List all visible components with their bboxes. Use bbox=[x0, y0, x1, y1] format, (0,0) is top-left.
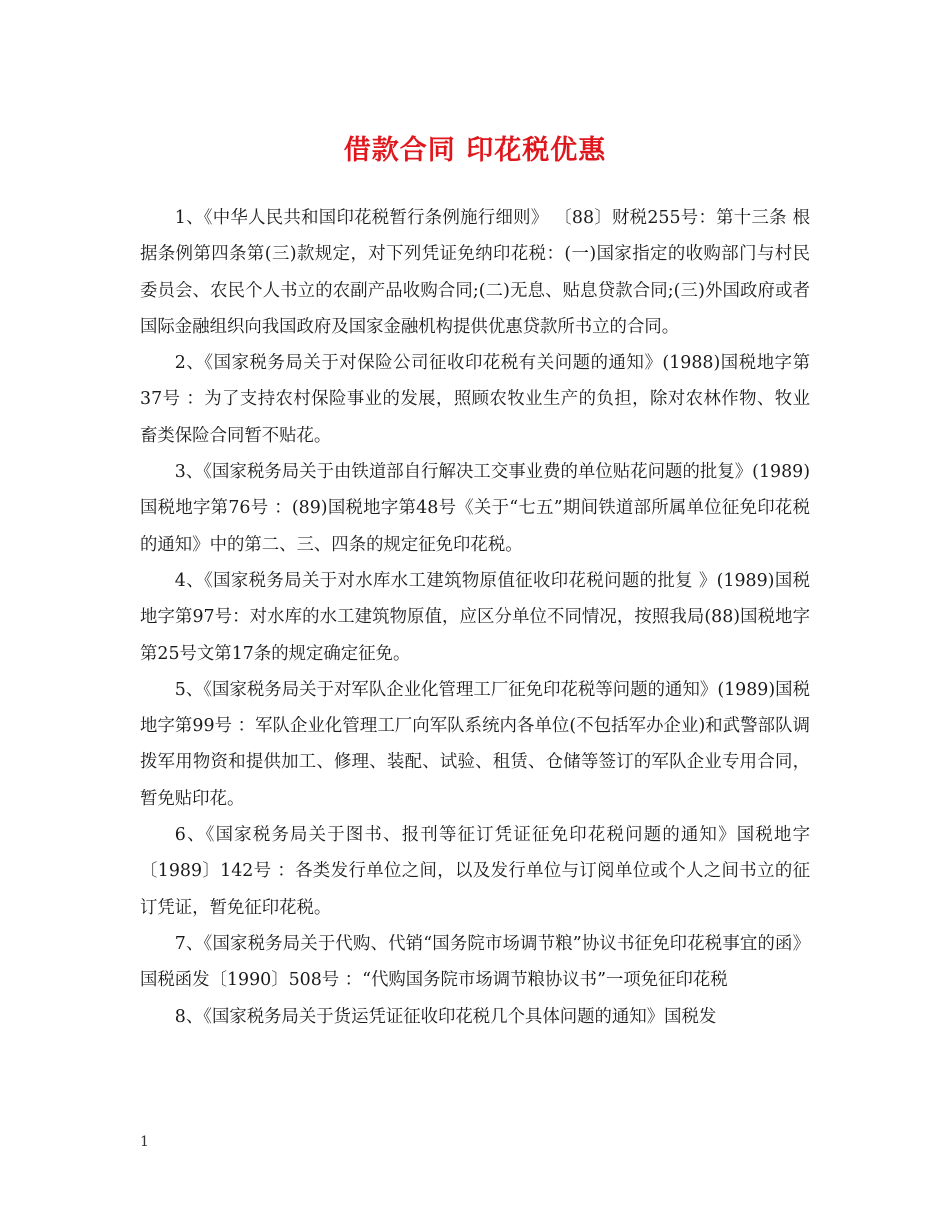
paragraph-7: 7、《国家税务局关于代购、代销“国务院市场调节粮”协议书征免印花税事宜的函》国税函发〔1990〕508号 ：“代购国务院市场调节粮协议书”一项免征印花税 bbox=[140, 933, 810, 991]
paragraph-3: 3、《国家税务局关于由铁道部自行解决工交事业费的单位贴花问题的批复》(1989)国税地字第76号 ：(89)国税地字第48号《关于“七五”期间铁道部所属单位征免印花税的通知》中的第二、三、四条的规定征免印花税。 bbox=[140, 462, 810, 555]
paragraph-4: 4、《国家税务局关于对水库水工建筑物原值征收印花税问题的批复 》(1989)国税地字第97号：对水库的水工建筑物原值，应区分单位不同情况，按照我局(88)国税地字第25号文第17条的规定确定征免。 bbox=[140, 570, 810, 664]
paragraph-6: 6、《国家税务局关于图书、报刊等征订凭证征免印花税问题的通知》国税地字〔1989〕142号 ：各类发行单位之间，以及发行单位与订阅单位或个人之间书立的征订凭证，暂免征印花税。 bbox=[140, 825, 810, 918]
paragraph-2: 2、《国家税务局关于对保险公司征收印花税有关问题的通知》(1988)国税地字第37号 ：为了支持农村保险事业的发展，照顾农牧业生产的负担，除对农林作物、牧业畜类保险合同暂不贴花。 bbox=[140, 353, 810, 446]
paragraph-5: 5、《国家税务局关于对军队企业化管理工厂征免印花税等问题的通知》(1989)国税地字第99号 ：军队企业化管理工厂向军队系统内各单位(不包括军办企业)和武警部队调拨军用物资和提供加工、修理、装配、试验、租赁、仓储等签订的军队企业专用合同，暂免贴印花。 bbox=[140, 679, 810, 809]
paragraph-1: 1、《中华人民共和国印花税暂行条例施行细则》 〔88〕财税255号：第十三条 根据条例第四条第(三)款规定，对下列凭证免纳印花税：(一)国家指定的收购部门与村民委员会、农民个人书立的农副产品收购合同;(二)无息、贴息贷款合同;(三)外国政府或者国际金融组织向我国政府及国家金融机构提供优惠贷款所书立的合同。 bbox=[140, 208, 810, 337]
page-number: 1 bbox=[140, 1134, 149, 1150]
document-body bbox=[140, 200, 810, 1035]
paragraph-8: 8、《国家税务局关于货运凭证征收印花税几个具体问题的通知》国税发 bbox=[174, 1006, 717, 1027]
document-title: 借款合同 印花税优惠 bbox=[343, 135, 607, 166]
